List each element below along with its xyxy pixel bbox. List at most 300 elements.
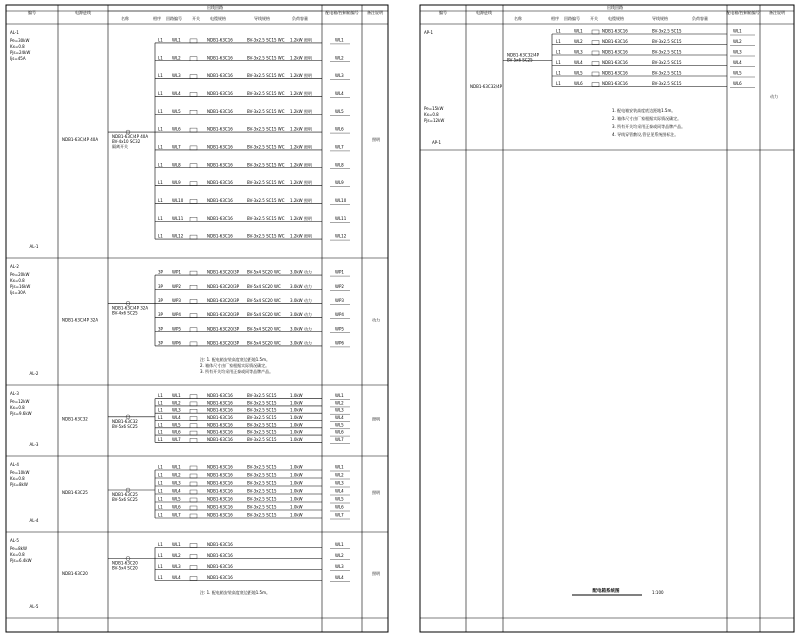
breaker-symbol [190, 409, 197, 413]
panel-info-line: Kx=0.8 [424, 112, 439, 117]
circuit-number: WP6 [172, 340, 181, 346]
incoming-device-label: BV-5x4 SC20 [112, 565, 138, 571]
circuit-phase: L1 [556, 60, 561, 65]
breaker-symbol [190, 57, 197, 61]
breaker-symbol [592, 51, 599, 55]
panel-id-footer: AP-1 [432, 140, 442, 145]
circuit-box-number: WL11 [335, 215, 347, 221]
panel-info-line: Kx=0.8 [10, 552, 25, 557]
breaker-symbol [190, 577, 197, 581]
circuit-box-number: WL6 [733, 81, 742, 86]
circuit-cable: BV-3x2.5 SC15 [652, 49, 682, 55]
header-col-number: 编号 [28, 10, 36, 15]
breaker-symbol [190, 285, 197, 289]
circuit-row [155, 325, 350, 333]
circuit-row [155, 161, 350, 169]
breaker-symbol [190, 490, 197, 494]
circuit-breaker: NDB1-63C16 [207, 464, 233, 470]
breaker-symbol [190, 395, 197, 399]
breaker-symbol [190, 271, 197, 275]
circuit-number: WL2 [172, 553, 181, 558]
header-sub-cable: 电缆规格 [210, 16, 226, 21]
panel-info-line: Pjs=8kW [10, 482, 28, 487]
circuit-box-number: WL3 [335, 480, 344, 486]
panel-id-footer: AL-2 [29, 371, 39, 376]
circuit-row [155, 339, 350, 347]
panel-remark: 照明 [372, 137, 380, 142]
circuit-phase: L1 [158, 488, 163, 494]
circuit-phase: L1 [158, 73, 163, 79]
circuit-load: 1.2kW 照明 [290, 55, 312, 61]
circuit-cable: BV-5x4 SC20 WC [247, 340, 281, 346]
circuit-phase: L1 [158, 472, 163, 478]
drawing-caption [572, 587, 664, 595]
circuit-cable: BV-3x2.5 SC15 WC [247, 108, 285, 114]
circuit-number: WL6 [172, 504, 181, 510]
circuit-box-number: WL6 [335, 126, 344, 132]
circuit-number: WL2 [172, 400, 181, 406]
incoming-device-label: NDB1-63C32/4P [507, 52, 540, 58]
header-col-remark: 备注说明 [769, 10, 785, 15]
circuit-number: WL10 [172, 197, 184, 203]
circuit-row [155, 400, 350, 407]
panel-id-footer: AL-3 [29, 442, 39, 447]
circuit-number: WL6 [172, 126, 181, 132]
circuit-cable: BV-3x2.5 SC15 [652, 39, 682, 44]
circuit-number: WL2 [574, 39, 583, 44]
breaker-symbol [190, 474, 197, 478]
circuit-load: 1.0kW [290, 407, 303, 413]
circuit-box-number: WL1 [335, 464, 344, 470]
circuit-number: WL5 [574, 70, 583, 76]
circuit-cable: BV-3x2.5 SC15 [247, 504, 277, 510]
panel-info-line: Kx=0.8 [10, 278, 25, 283]
circuit-breaker: NDB1-63C20/3P [207, 269, 240, 275]
panel-id: AL-5 [10, 538, 19, 543]
panel-note: 4. 导线穿管敷设,管径见系统图标注。 [612, 132, 679, 137]
panel-id: AL-3 [10, 391, 19, 396]
circuit-row [155, 408, 350, 415]
circuit-breaker: NDB1-63C16 [207, 575, 233, 580]
circuit-row [155, 393, 350, 400]
circuit-cable: BV-5x4 SC20 WC [247, 269, 281, 275]
circuit-row [155, 126, 350, 134]
header-sub-switch: 开关 [590, 16, 598, 21]
breaker-symbol [190, 110, 197, 114]
circuit-number: WL1 [172, 464, 181, 470]
circuit-breaker: NDB1-63C16 [207, 542, 233, 547]
circuit-row [155, 465, 350, 472]
circuit-row [155, 513, 350, 520]
circuit-load: 1.0kW [290, 496, 303, 502]
circuit-box-number: WL3 [335, 73, 344, 79]
circuit-cable: BV-3x2.5 SC15 [247, 512, 277, 518]
circuit-load: 1.0kW [290, 429, 303, 435]
circuit-phase: 3P [158, 326, 163, 332]
circuit-load: 1.2kW 照明 [290, 37, 312, 43]
circuit-box-number: WP4 [335, 312, 344, 318]
circuit-row [155, 179, 350, 187]
circuit-breaker: NDB1-63C16 [207, 162, 233, 168]
circuit-number: WP2 [172, 283, 181, 289]
panel-info-line: Pe=10kW [10, 470, 30, 475]
circuit-box-number: WL5 [335, 422, 344, 428]
circuit-breaker: NDB1-63C16 [207, 480, 233, 486]
circuit-row [155, 269, 350, 277]
header-sub-circuit: 回路编号 [166, 16, 182, 21]
circuit-row [155, 497, 350, 504]
panel-al-2 [10, 264, 380, 376]
circuit-load: 3.0kW 动力 [290, 283, 312, 289]
breaker-symbol [190, 39, 197, 43]
circuit-cable: BV-3x2.5 SC15 [247, 480, 277, 486]
circuit-load: 1.0kW [290, 504, 303, 510]
circuit-cable: BV-3x2.5 SC15 [652, 60, 682, 65]
circuit-phase: L1 [158, 415, 163, 420]
circuit-breaker: NDB1-63C20/3P [207, 312, 240, 318]
circuit-cable: BV-5x4 SC20 WC [247, 312, 281, 318]
incoming-label: NDB1-63C20 [62, 571, 88, 576]
breaker-symbol [190, 498, 197, 502]
circuit-breaker: NDB1-63C16 [207, 90, 233, 96]
circuit-box-number: WL3 [733, 49, 742, 55]
circuit-row [155, 197, 350, 205]
circuit-box-number: WL1 [335, 37, 344, 43]
circuit-number: WL7 [172, 512, 181, 518]
incoming-device-label: NDB1-63C20 [112, 560, 138, 566]
circuit-load: 3.0kW 动力 [290, 340, 312, 346]
circuit-box-number: WL2 [733, 39, 742, 44]
circuit-load: 1.0kW [290, 422, 303, 428]
panel-remark: 动力 [770, 94, 778, 99]
circuit-breaker: NDB1-63C16 [207, 215, 233, 221]
right-sheet-frame [420, 5, 794, 632]
circuit-row [552, 50, 755, 57]
panel-info-line: Pe=12kW [10, 399, 30, 404]
circuit-box-number: WP2 [335, 283, 344, 289]
circuit-row [155, 54, 350, 62]
circuit-box-number: WL2 [335, 472, 344, 478]
circuit-phase: L1 [158, 233, 163, 239]
circuit-phase: L1 [158, 180, 163, 186]
circuit-number: WL7 [172, 436, 181, 442]
breaker-symbol [190, 199, 197, 203]
incoming-device-label: BV-5x6 SC25 [507, 57, 533, 63]
panel-al-1 [10, 30, 380, 249]
circuit-cable: BV-3x2.5 SC15 [247, 415, 277, 420]
circuit-box-number: WL7 [335, 436, 344, 442]
panel-id-footer: AL-5 [29, 604, 39, 609]
circuit-cable: BV-3x2.5 SC15 [247, 393, 277, 399]
circuit-number: WL6 [172, 429, 181, 435]
circuit-number: WL5 [172, 496, 181, 502]
circuit-box-number: WL12 [335, 233, 347, 239]
header-group-title: 出线回路 [207, 5, 223, 10]
panel-info-line: Pjs=9.6kW [10, 411, 32, 416]
circuit-load: 1.2kW 照明 [290, 215, 312, 221]
circuit-phase: L1 [158, 480, 163, 486]
panel-info-line: Ijs=45A [10, 56, 26, 61]
left-table-header [28, 4, 383, 21]
header-col-number: 编号 [439, 10, 447, 15]
panel-id: AL-1 [10, 30, 19, 35]
circuit-breaker: NDB1-63C16 [207, 73, 233, 79]
circuit-row [155, 437, 350, 444]
breaker-symbol [190, 438, 197, 442]
circuit-number: WP3 [172, 297, 181, 303]
circuit-row [155, 553, 350, 560]
circuit-phase: L1 [158, 37, 163, 43]
right-panel [424, 29, 778, 146]
circuit-number: WL4 [172, 575, 181, 580]
circuit-number: WL3 [172, 480, 181, 486]
incoming-device-label: NDB1-63C/4P 32A [112, 305, 149, 311]
incoming-label: NDB1-63C32 [62, 416, 88, 422]
circuit-breaker: NDB1-63C16 [207, 197, 233, 203]
breaker-symbol [190, 182, 197, 186]
breaker-symbol [190, 466, 197, 470]
panel-al-4 [10, 462, 380, 523]
circuit-box-number: WL10 [335, 197, 347, 203]
circuit-box-number: WL5 [335, 108, 344, 114]
incoming-device-label: NDB1-63C25 [112, 492, 138, 497]
circuit-cable: BV-3x2.5 SC15 WC [247, 73, 285, 79]
header-sub-switch: 开关 [192, 16, 200, 21]
circuit-breaker: NDB1-63C16 [207, 415, 233, 420]
circuit-breaker: NDB1-63C16 [207, 37, 233, 43]
breaker-symbol [592, 72, 599, 76]
breaker-symbol [190, 402, 197, 406]
circuit-number: WL3 [172, 564, 181, 569]
circuit-number: WL3 [172, 407, 181, 413]
panel-info-line: Kx=0.8 [10, 476, 25, 481]
circuit-row [552, 71, 755, 78]
circuit-box-number: WL2 [335, 400, 344, 406]
circuit-load: 1.0kW [290, 393, 303, 399]
circuit-number: WL2 [172, 55, 181, 61]
header-sub-circuit: 回路编号 [564, 16, 580, 21]
panel-note: 1. 配电箱安装高度底边距地1.5m。 [612, 108, 676, 113]
circuit-row [552, 60, 755, 67]
circuit-phase: L1 [158, 436, 163, 442]
circuit-row [155, 72, 350, 80]
circuit-number: WL7 [172, 144, 181, 150]
circuit-number: WL2 [172, 472, 181, 478]
panel-info-line: Ijs=30A [10, 290, 26, 295]
circuit-phase: L1 [158, 464, 163, 470]
panel-info-line: Pe=15kW [424, 106, 444, 111]
panel-info-line: Pjs=24kW [10, 50, 31, 55]
panel-id: AL-4 [10, 462, 19, 467]
incoming-device-label: NDB1-63C/4P 40A [112, 134, 149, 140]
circuit-phase: L1 [158, 55, 163, 61]
panel-info-line: Pe=20kW [10, 272, 30, 277]
circuit-phase: L1 [158, 553, 163, 558]
circuit-box-number: WL8 [335, 162, 344, 168]
circuit-cable: BV-3x2.5 SC15 WC [247, 215, 285, 221]
circuit-box-number: WL3 [335, 564, 344, 569]
circuit-load: 1.2kW 照明 [290, 197, 312, 203]
circuit-cable: BV-3x2.5 SC15 WC [247, 144, 285, 150]
header-sub-phase: 相序 [153, 16, 161, 21]
circuit-load: 1.2kW 照明 [290, 90, 312, 96]
panel-info-line: Pe=30kW [10, 38, 30, 43]
breaker-symbol [190, 92, 197, 96]
circuit-box-number: WL4 [335, 488, 344, 494]
circuit-row [155, 422, 350, 429]
panel-note: 注: 1. 配电箱安装高度底边距地1.5m。 [200, 357, 270, 362]
header-col-remark: 备注说明 [367, 10, 383, 15]
circuit-box-number: WL1 [733, 28, 742, 34]
header-col-box-number: 配电箱/控制箱编号 [726, 10, 760, 15]
circuit-box-number: WL4 [335, 415, 344, 420]
circuit-number: WL4 [574, 60, 583, 65]
breaker-symbol [592, 30, 599, 34]
header-col-incoming: 电源进线 [75, 10, 91, 15]
circuit-box-number: WP1 [335, 269, 344, 275]
breaker-symbol [190, 514, 197, 518]
circuit-cable: BV-3x2.5 SC15 [247, 422, 277, 428]
circuit-breaker: NDB1-63C16 [602, 39, 628, 44]
circuit-load: 1.0kW [290, 512, 303, 518]
panel-info-line: Pjs=16kW [10, 284, 31, 289]
circuit-box-number: WL4 [335, 90, 344, 96]
circuit-cable: BV-3x2.5 SC15 [652, 70, 682, 76]
incoming-label: NDB1-63C25 [62, 490, 88, 495]
circuit-breaker: NDB1-63C16 [207, 564, 233, 569]
breaker-symbol [190, 128, 197, 132]
circuit-phase: L1 [158, 496, 163, 502]
circuit-cable: BV-3x2.5 SC15 [247, 496, 277, 502]
header-sub-name: 名称 [121, 16, 129, 21]
circuit-box-number: WP5 [335, 326, 344, 332]
breaker-symbol [190, 482, 197, 486]
circuit-breaker: NDB1-63C16 [207, 126, 233, 132]
circuit-phase: 3P [158, 312, 163, 318]
circuit-cable: BV-3x2.5 SC15 [247, 436, 277, 442]
circuit-phase: 3P [158, 283, 163, 289]
circuit-breaker: NDB1-63C20/3P [207, 340, 240, 346]
circuit-row [155, 108, 350, 116]
circuit-row [552, 29, 755, 36]
circuit-breaker: NDB1-63C16 [207, 144, 233, 150]
panel-remark: 照明 [372, 571, 380, 576]
circuit-number: WL4 [172, 90, 181, 96]
circuit-box-number: WL4 [335, 575, 344, 580]
circuit-phase: L1 [556, 70, 561, 76]
breaker-symbol [190, 555, 197, 559]
circuit-phase: 3P [158, 269, 163, 275]
circuit-number: WL3 [574, 49, 583, 55]
right-table-header [439, 4, 785, 21]
circuit-breaker: NDB1-63C20/3P [207, 297, 240, 303]
circuit-breaker: NDB1-63C16 [207, 180, 233, 186]
circuit-breaker: NDB1-63C16 [207, 55, 233, 61]
circuit-number: WL1 [172, 37, 181, 43]
circuit-number: WL12 [172, 233, 184, 239]
circuit-phase: L1 [556, 28, 561, 34]
header-sub-cable: 电缆规格 [608, 16, 624, 21]
header-sub-load: 负荷容量 [692, 16, 708, 21]
circuit-phase: L1 [158, 90, 163, 96]
breaker-symbol [190, 75, 197, 79]
panel-info-line: Pjs=6.4kW [10, 558, 32, 563]
breaker-symbol [190, 146, 197, 150]
incoming-device-label: BV-4x10 SC32 [112, 139, 141, 145]
circuit-phase: L1 [158, 422, 163, 428]
panel-remark: 动力 [372, 317, 380, 323]
circuit-phase: L1 [158, 197, 163, 203]
breaker-symbol [190, 417, 197, 421]
header-col-incoming: 电源进线 [476, 10, 492, 15]
circuit-breaker: NDB1-63C16 [207, 472, 233, 478]
breaker-symbol [190, 342, 197, 346]
panel-info-line: Kx=0.8 [10, 405, 25, 410]
circuit-number: WL11 [172, 215, 184, 221]
circuit-phase: L1 [158, 108, 163, 114]
panel-note: 注: 1. 配电箱安装高度底边距地1.5m。 [200, 590, 270, 595]
panel-remark: 照明 [372, 416, 380, 422]
header-col-box-number: 配电箱/控制箱编号 [325, 10, 359, 15]
circuit-cable: BV-3x2.5 SC15 [247, 472, 277, 478]
breaker-symbol [190, 217, 197, 221]
circuit-breaker: NDB1-63C16 [207, 422, 233, 428]
circuit-cable: BV-3x2.5 SC15 [247, 488, 277, 494]
circuit-load: 1.2kW 照明 [290, 126, 312, 132]
header-sub-phase: 相序 [551, 16, 559, 21]
circuit-number: WL5 [172, 108, 181, 114]
panel-id: AP-1 [424, 30, 434, 35]
circuit-row [155, 505, 350, 512]
circuit-row [155, 489, 350, 496]
circuit-row [552, 81, 755, 88]
panel-note: 2. 箱体尺寸由厂家根据实际情况确定。 [612, 116, 682, 121]
circuit-load: 1.0kW [290, 464, 303, 470]
circuit-load: 1.0kW [290, 415, 303, 420]
breaker-symbol [190, 314, 197, 318]
breaker-symbol [190, 328, 197, 332]
circuit-load: 1.2kW 照明 [290, 162, 312, 168]
circuit-cable: BV-3x2.5 SC15 [247, 407, 277, 413]
circuit-phase: L1 [556, 39, 561, 44]
circuit-box-number: WL5 [335, 496, 344, 502]
circuit-phase: L1 [158, 512, 163, 518]
header-group-title: 出线回路 [607, 5, 623, 10]
circuit-load: 3.0kW 动力 [290, 326, 312, 332]
caption-title: 配电箱系统图 [592, 589, 620, 594]
breaker-symbol [190, 431, 197, 435]
circuit-cable: BV-5x4 SC20 WC [247, 297, 281, 303]
circuit-breaker: NDB1-63C16 [602, 70, 628, 76]
circuit-number: WL4 [172, 488, 181, 494]
breaker-symbol [190, 566, 197, 570]
circuit-breaker: NDB1-63C20/3P [207, 326, 240, 332]
incoming-device-label: BV-4x6 SC25 [112, 310, 138, 316]
circuit-cable: BV-3x2.5 SC15 WC [247, 126, 285, 132]
circuit-load: 3.0kW 动力 [290, 312, 312, 318]
circuit-load: 1.2kW 照明 [290, 233, 312, 239]
panel-note: 3. 所有开关均采用正泰或同等品牌产品。 [200, 369, 274, 374]
panel-info-line: Kx=0.8 [10, 44, 25, 49]
incoming-device-label: BV-5x6 SC25 [112, 497, 138, 502]
circuit-phase: L1 [158, 564, 163, 569]
circuit-load: 1.0kW [290, 488, 303, 494]
circuit-cable: BV-5x4 SC20 WC [247, 283, 281, 289]
circuit-row [155, 564, 350, 571]
circuit-row [155, 233, 350, 241]
circuit-cable: BV-3x2.5 SC15 [247, 464, 277, 470]
circuit-box-number: WL4 [733, 60, 742, 65]
